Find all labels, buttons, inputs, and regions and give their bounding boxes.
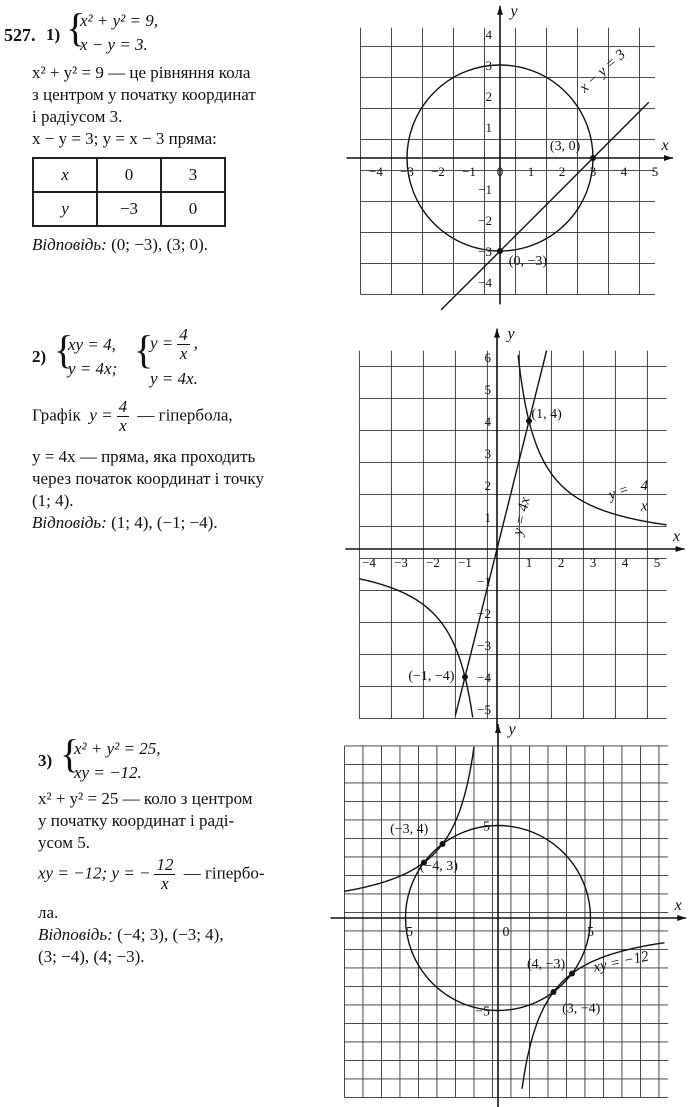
x-tick-label: 5 xyxy=(651,164,659,179)
y-tick-label: 2 xyxy=(484,478,491,493)
table-header-x: x xyxy=(33,158,97,192)
y-axis-label: y xyxy=(508,720,516,738)
table-cell: 0 xyxy=(97,158,161,192)
part2-text-line: y = 4x — пряма, яка проходить xyxy=(32,447,256,466)
fraction-num: 12 xyxy=(156,855,174,874)
y-tick-label: 6 xyxy=(484,350,491,365)
y-tick-label: −4 xyxy=(478,275,492,290)
hyperbola-label: xy = −12 xyxy=(592,948,651,976)
intersection-point xyxy=(569,971,575,977)
line-label: x − y = 3 xyxy=(576,46,629,97)
table-cell: 3 xyxy=(161,158,225,192)
part3-eq1: x² + y² = 25, xyxy=(74,739,161,758)
answer-label: Відповідь: xyxy=(38,925,113,944)
point-label: (0, −3) xyxy=(508,254,548,269)
y-axis-label: y xyxy=(507,325,515,343)
fraction-den: x xyxy=(161,874,169,893)
point-label: (−4, 3) xyxy=(419,858,458,874)
eq-left: xy = −12; y = − xyxy=(38,863,151,883)
y-axis-arrow-icon xyxy=(495,724,501,733)
x-tick-label: 4 xyxy=(620,164,628,179)
part1-text-line: x − y = 3; y = x − 3 пряма: xyxy=(32,129,217,148)
problem-number: 527. xyxy=(4,25,36,45)
eq-left: y = xyxy=(150,333,174,353)
part1-eq2: x − y = 3. xyxy=(80,35,148,54)
line-label: y = 4x xyxy=(510,495,534,537)
table-cell: −3 xyxy=(97,192,161,226)
x-axis-label: x xyxy=(661,137,669,154)
y-tick-label: −1 xyxy=(477,574,491,589)
y-tick-label: 3 xyxy=(484,446,491,461)
part2-text-line: (1; 4). xyxy=(32,491,74,510)
part2-brace-1: { xyxy=(54,327,74,372)
part3-answer-cont: (3; −4), (4; −3). xyxy=(38,947,145,966)
text: — гіпербола, xyxy=(137,405,233,425)
line-curve xyxy=(455,351,546,716)
part1-label: 1) xyxy=(46,25,61,44)
part3-text-line: x² + y² = 25 — коло з центром xyxy=(38,789,253,808)
y-tick-label: 4 xyxy=(485,27,492,42)
x-tick-label: 1 xyxy=(527,164,535,179)
part3-eq2: xy = −12. xyxy=(74,763,142,782)
y-tick-label: −2 xyxy=(478,213,492,228)
part1-eq1: x² + y² = 9, xyxy=(80,11,158,30)
part3-text-line: усом 5. xyxy=(38,833,90,852)
x-tick-label: −4 xyxy=(362,555,376,570)
point-label: (1, 4) xyxy=(531,406,562,422)
y-tick-label: −1 xyxy=(478,182,492,197)
y-tick-label: −3 xyxy=(477,638,491,653)
y-tick-label: 1 xyxy=(485,120,492,135)
x-tick-label: −3 xyxy=(394,555,408,570)
x-tick-label: 2 xyxy=(558,164,566,179)
intersection-point xyxy=(497,248,503,254)
x-tick-label: −4 xyxy=(369,164,383,179)
part1-text-line: з центром у початку координат xyxy=(32,85,256,104)
part1-brace: { xyxy=(66,5,86,50)
y-axis-arrow-icon xyxy=(494,329,500,338)
part3-label: 3) xyxy=(38,751,53,770)
y-tick-label: 5 xyxy=(483,819,490,835)
eq-tail: , xyxy=(193,333,199,353)
text: — гіпербо- xyxy=(183,863,265,883)
part2-sys1-eq1: xy = 4, xyxy=(68,335,116,354)
intersection-point xyxy=(590,155,596,161)
y-tick-label: −3 xyxy=(478,244,492,259)
y-tick-label: 2 xyxy=(485,89,492,104)
part3-text-line: ла. xyxy=(38,903,59,922)
x-tick-label: −2 xyxy=(431,164,445,179)
part3-brace: { xyxy=(60,731,80,776)
y-axis-arrow-icon xyxy=(497,6,503,15)
hyperbola-label-num: 4 xyxy=(640,477,648,494)
intersection-point xyxy=(551,989,557,995)
text: Графік xyxy=(32,405,81,425)
y-tick-label: −5 xyxy=(475,1004,490,1020)
x-tick-label: 0 xyxy=(502,925,510,940)
y-tick-label: 4 xyxy=(484,414,491,429)
x-axis-label: x xyxy=(673,528,681,545)
x-axis-label: x xyxy=(674,897,682,914)
intersection-point xyxy=(440,841,446,847)
part1-text-line: x² + y² = 9 — це рівняння кола xyxy=(32,63,251,82)
x-tick-label: 5 xyxy=(653,555,661,570)
part2-brace-2: { xyxy=(134,327,154,372)
point-label: (−3, 4) xyxy=(390,821,429,837)
x-axis-arrow-icon xyxy=(664,155,673,161)
x-tick-label: 4 xyxy=(621,555,629,570)
x-axis-arrow-icon xyxy=(676,546,685,552)
eq-left: y = xyxy=(89,405,113,425)
y-tick-label: −5 xyxy=(477,702,491,717)
point-label: (3, 0) xyxy=(549,139,581,154)
answer-label: Відповідь: xyxy=(32,235,107,254)
x-tick-label: 3 xyxy=(589,555,597,570)
part2-text-line: через початок координат і точку xyxy=(32,469,264,488)
x-tick-label: 0 xyxy=(496,164,504,179)
part2-sys2-eq2: y = 4x. xyxy=(150,369,198,388)
answer-label: Відповідь: xyxy=(32,513,107,532)
point-label: (4, −3) xyxy=(526,956,566,972)
x-tick-label: −3 xyxy=(400,164,414,179)
x-axis-arrow-icon xyxy=(677,915,686,921)
y-tick-label: −4 xyxy=(477,670,491,685)
x-tick-label: −2 xyxy=(426,555,440,570)
answer-value: (−4; 3), (−3; 4), xyxy=(117,925,224,944)
x-tick-label: −1 xyxy=(462,164,476,179)
x-tick-label: 1 xyxy=(525,555,533,570)
point-label: (3, −4) xyxy=(562,1001,601,1017)
fraction-den: x xyxy=(179,344,188,363)
y-tick-label: 5 xyxy=(484,382,491,397)
answer-value: (1; 4), (−1; −4). xyxy=(111,513,218,532)
table-cell: 0 xyxy=(161,192,225,226)
part2-sys1-eq2: y = 4x; xyxy=(68,359,118,378)
x-tick-label: −1 xyxy=(458,555,472,570)
line-curve xyxy=(441,102,649,310)
answer-value: (0; −3), (3; 0). xyxy=(111,235,208,254)
fraction-num: 4 xyxy=(179,325,188,344)
x-tick-label: 2 xyxy=(557,555,565,570)
hyperbola-label-den: x xyxy=(640,498,648,515)
y-axis-label: y xyxy=(510,2,518,20)
y-tick-label: 3 xyxy=(485,58,492,73)
part2-label: 2) xyxy=(32,347,47,366)
y-tick-label: 1 xyxy=(484,510,491,525)
intersection-point xyxy=(462,674,468,680)
part3-text-line: у початку координат і раді- xyxy=(38,811,235,830)
point-label: (−1, −4) xyxy=(408,669,455,685)
fraction-den: x xyxy=(119,416,127,435)
hyperbola-label: y = xyxy=(606,481,632,504)
fraction-num: 4 xyxy=(118,397,128,416)
x-tick-label: 5 xyxy=(587,925,594,940)
part1-text-line: і радіусом 3. xyxy=(32,107,123,126)
table-header-y: y xyxy=(33,192,97,226)
x-tick-label: −5 xyxy=(398,925,413,940)
x-tick-label: 3 xyxy=(589,164,597,179)
graph-part3 xyxy=(330,724,686,1107)
y-tick-label: −2 xyxy=(477,606,491,621)
